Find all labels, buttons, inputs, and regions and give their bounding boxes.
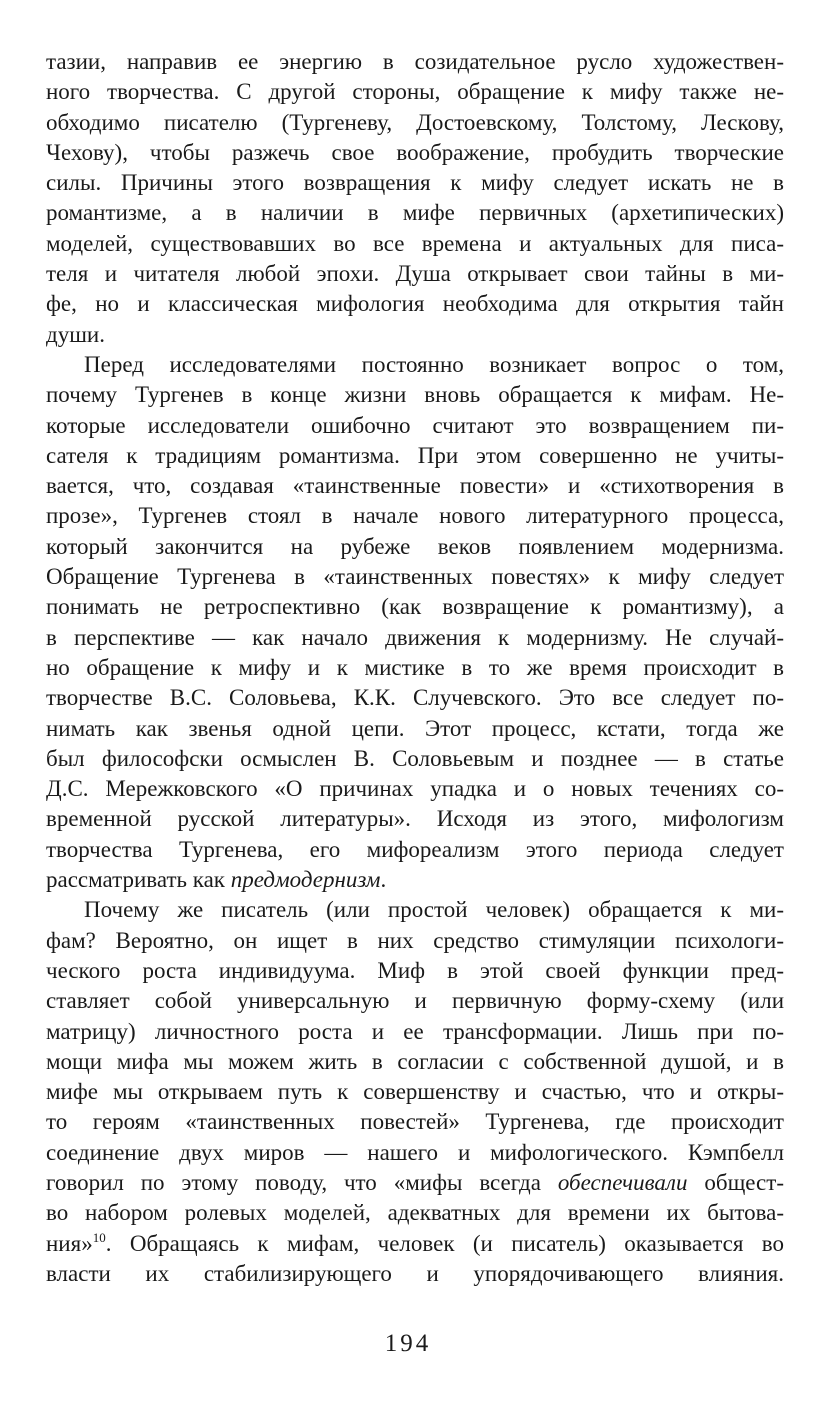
footnote-reference: 10 bbox=[92, 1229, 106, 1245]
italic-emphasis: предмодернизм bbox=[230, 867, 381, 893]
text-line: ческого роста индивидуума. Миф в этой своей функции пред- bbox=[46, 957, 784, 983]
text-fragment: общест- bbox=[687, 1169, 784, 1195]
text-line: обходимо писателю (Тургеневу, Достоевскому, Толстому, Лескову, bbox=[46, 109, 784, 135]
text-line: вается, что, создавая «таинственные повести» и «стихотворения в bbox=[46, 473, 784, 499]
text-fragment: рассматривать как bbox=[46, 867, 231, 893]
text-line: моделей, существовавших во все времена и актуальных для писа- bbox=[46, 230, 784, 256]
text-line bbox=[46, 1168, 784, 1198]
text-fragment: говорил по этому поводу, что «мифы всегда bbox=[46, 1169, 558, 1195]
text-line: которые исследователи ошибочно считают это возвращением пи- bbox=[46, 412, 784, 438]
text-line: то героям «таинственных повестей» Тургенева, где происходит bbox=[46, 1109, 784, 1135]
text-line: прозе», Тургенев стоял в начале нового литературного процесса, bbox=[46, 503, 784, 529]
text-line: во набором ролевых моделей, адекватных для времени их бытова- bbox=[46, 1200, 784, 1226]
body-text bbox=[46, 47, 784, 1289]
text-line: соединение двух миров — нашего и мифологического. Кэмпбелл bbox=[46, 1139, 784, 1165]
text-line: сателя к традициям романтизма. При этом совершенно не учиты- bbox=[46, 442, 784, 468]
text-line: понимать не ретроспективно (как возвращение к романтизму), а bbox=[46, 594, 784, 620]
text-fragment: . Обращаясь к мифам, человек (и писатель) оказывается во bbox=[105, 1230, 784, 1256]
text-line: временной русской литературы». Исходя из этого, мифологизм bbox=[46, 806, 784, 832]
text-line: души. bbox=[46, 321, 105, 347]
paragraph-first-line: тазии, направив ее энергию в созидательное русло художествен- bbox=[46, 49, 784, 74]
text-line: власти их стабилизирующего и упорядочивающего влияния. bbox=[46, 1260, 784, 1286]
text-fragment: ния» bbox=[46, 1230, 93, 1256]
text-line: матрицу) личностного роста и ее трансформации. Лишь при по- bbox=[46, 1018, 784, 1044]
text-line: почему Тургенев в конце жизни вновь обращается к мифам. Не- bbox=[46, 382, 784, 408]
text-line: романтизме, а в наличии в мифе первичных (архетипических) bbox=[46, 200, 784, 226]
text-fragment: . bbox=[380, 867, 387, 893]
paragraph-first-line: Перед исследователями постоянно возникает вопрос о том, bbox=[84, 351, 784, 377]
text-line: мощи мифа мы можем жить в согласии с собственной душой, и в bbox=[46, 1048, 784, 1074]
text-line: фам? Вероятно, он ищет в них средство стимуляции психологи- bbox=[46, 927, 784, 953]
text-line: фе, но и классическая мифология необходима для открытия тайн bbox=[46, 291, 784, 317]
text-line: Чехову), чтобы разжечь свое воображение, пробудить творческие bbox=[46, 139, 784, 165]
text-line bbox=[46, 1229, 784, 1259]
italic-emphasis: обеспечивали bbox=[557, 1169, 688, 1195]
page-number: 194 bbox=[384, 1330, 432, 1357]
text-line: ного творчества. С другой стороны, обращение к мифу также не- bbox=[46, 79, 784, 105]
text-line: нимать как звенья одной цепи. Этот процесс, кстати, тогда же bbox=[46, 715, 784, 741]
text-line bbox=[46, 865, 784, 895]
text-line: но обращение к мифу и к мистике в то же время происходит в bbox=[46, 654, 784, 680]
text-line: творчестве В.С. Соловьева, К.К. Случевского. Это все следует по- bbox=[46, 685, 784, 711]
text-line: теля и читателя любой эпохи. Душа открывает свои тайны в ми- bbox=[46, 261, 784, 287]
paragraph-first-line: Почему же писатель (или простой человек) обращается к ми- bbox=[84, 897, 784, 923]
text-line: который закончится на рубеже веков появлением модернизма. bbox=[46, 533, 784, 559]
text-line: мифе мы открываем путь к совершенству и счастью, что и откры- bbox=[46, 1079, 784, 1105]
text-line: Д.С. Мережковского «О причинах упадка и о новых течениях со- bbox=[46, 776, 784, 802]
text-line: Обращение Тургенева в «таинственных повестях» к мифу следует bbox=[46, 564, 784, 590]
text-line: творчества Тургенева, его мифореализм этого периода следует bbox=[46, 836, 784, 862]
text-line: силы. Причины этого возвращения к мифу следует искать не в bbox=[46, 170, 784, 196]
text-line: ставляет собой универсальную и первичную форму-схему (или bbox=[46, 988, 784, 1014]
text-line: был философски осмыслен В. Соловьевым и позднее — в статье bbox=[46, 745, 784, 771]
text-line: в перспективе — как начало движения к модернизму. Не случай- bbox=[46, 624, 784, 650]
